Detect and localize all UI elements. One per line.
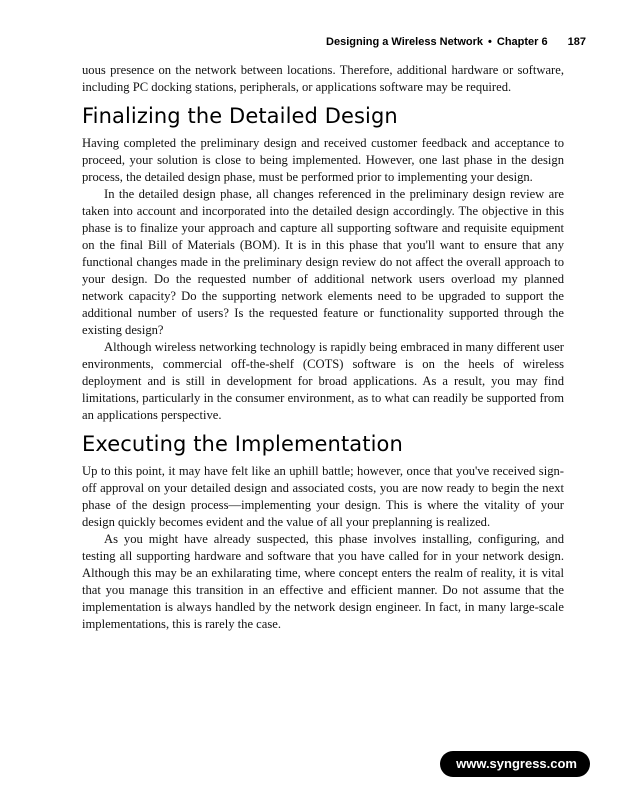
paragraph-finalizing-3: Although wireless networking technology is rapidly being embraced in many different user environments, commercial off-the-shelf (COTS) software is on the heels of wireless deployment and is still in development for broad applications. As a result, you may find limitations, particularly in the consumer environment, as to what can readily be supported from an applications perspective. — [82, 340, 564, 422]
running-header — [326, 36, 586, 48]
continued-paragraph: uous presence on the network between locations. Therefore, additional hardware or software, including PC docking stations, peripherals, or applications software may be required. — [82, 63, 564, 94]
chapter-title: Designing a Wireless Network — [326, 36, 484, 48]
chapter-label: Chapter 6 — [496, 36, 548, 48]
section-heading-executing: Executing the Implementation — [82, 432, 403, 456]
paragraph-executing-1: Up to this point, it may have felt like an uphill battle; however, once that you've received sign-off approval on your detailed design and associated costs, you are now ready to begin the next phase of the design process—implementing your design. This is where the vitality of your design quickly becomes evident and the value of all your preplanning is realized. — [82, 464, 564, 529]
paragraph-executing-2: As you might have already suspected, this phase involves installing, configuring, and testing all supporting hardware and software that you have called for in your network design. Although this may be an exhilarating time, where concept enters the realm of reality, it is vital that you manage this transition in an effective and efficient manner. Do not assume that the implementation is always handled by the network design engineer. In fact, in many large-scale implementations, this is rarely the case. — [82, 532, 564, 631]
page-body — [82, 62, 564, 633]
bullet-separator: • — [488, 36, 492, 48]
paragraph-finalizing-2: In the detailed design phase, all changes referenced in the preliminary design review are taken into account and incorporated into the detailed design accordingly. The objective in this phase is to finalize your approach and capture all supporting software and requisite equipment on the final Bill of Materials (BOM). It is in this phase that you'll want to ensure that any functional changes made in the preliminary design review do not affect the overall approach to your design. Do the requested number of additional network users overload my planned network capacity? Do the supporting network elements need to be upgraded to support the additional number of users? Is the requested feature or functionality supported through the existing design? — [82, 187, 564, 337]
website-badge: www.syngress.com — [440, 751, 590, 777]
paragraph-finalizing-1: Having completed the preliminary design and received customer feedback and acceptance to proceed, your solution is close to being implemented. However, one last phase in the design process, the detailed design phase, must be performed prior to implementing your design. — [82, 136, 564, 184]
section-heading-finalizing: Finalizing the Detailed Design — [82, 104, 398, 128]
page-number: 187 — [567, 36, 586, 48]
